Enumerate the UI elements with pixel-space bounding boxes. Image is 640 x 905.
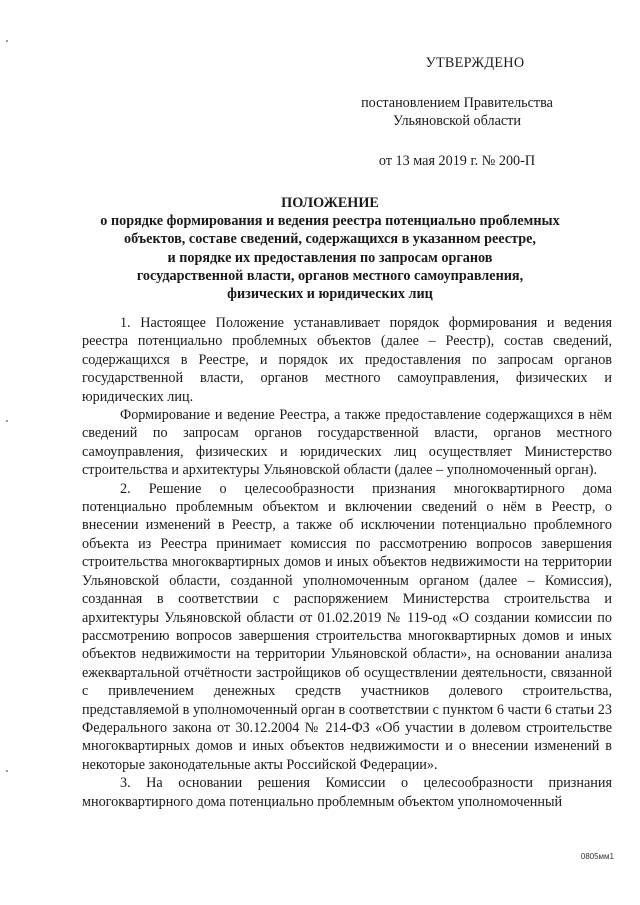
footer-code: 0805мм1 <box>580 852 614 861</box>
paragraph-3: 2. Решение о целесообразности признания многоквартирного дома потенциально проблемным объектом и включении сведений о нём в Реестр, о внесении изменений в Реестр, а также об исключении потенциально проблемного объекта из Реестра принимает комиссия по рассмотрению вопросов завершения строительства многоквартирных домов и иных объектов недвижимости на территории Ульяновской области, созданной уполномоченным органом (далее – Комиссия), созданная в соответствии с распоряжением Министерства строительства и архитектуры Ульяновской области от 01.02.2019 № 119-од «О создании комиссии по рассмотрению вопросов завершения строительства многоквартирных домов и иных объектов недвижимости на территории Ульяновской области», на основании анализа ежеквартальной отчётности застройщиков об осуществлении деятельности, связанной с привлечением денежных средств участников долевого строительства, представляемой в уполномоченный орган в соответствии с пунктом 6 части 6 статьи 23 Федерального закона от 30.12.2004 № 214-ФЗ «Об участии в долевом строительстве многоквартирных домов и иных объектов недвижимости и о внесении изменений в некоторые законодательные акты Российской Федерации». <box>82 480 612 773</box>
document-body <box>82 314 612 811</box>
document-title <box>60 194 600 303</box>
paragraph-2: Формирование и ведение Реестра, а также предоставление содержащихся в нём сведений по запросам органов государственной власти, органов местного самоуправления, физических и юридических лиц осуществляет Министерство строительства и архитектуры Ульяновской области (далее – уполномоченный орган). <box>82 407 612 479</box>
paragraph-1: 1. Настоящее Положение устанавливает порядок формирования и ведения реестра потенциально проблемных объектов (далее – Реестр), состав сведений, содержащихся в Реестре, и порядок их предоставления по запросам органов государственной власти, органов местного самоуправления, физических и юридических лиц. <box>82 315 612 405</box>
paragraph-4: 3. На основании решения Комиссии о целесообразности признания многоквартирного дома потенциально проблемным объектом уполномоченный <box>82 775 612 810</box>
title-line-1: ПОЛОЖЕНИЕ <box>281 195 379 211</box>
approval-line-1: постановлением Правительства <box>361 95 553 111</box>
title-line-4: и порядке их предоставления по запросам органов <box>167 249 493 266</box>
approval-block <box>332 54 582 170</box>
title-line-6: физических и юридических лиц <box>227 286 433 303</box>
scan-mark <box>6 40 8 42</box>
title-line-5: государственной власти, органов местного самоуправления, <box>136 267 524 284</box>
title-line-2: о порядке формирования и ведения реестра потенциально проблемных <box>100 213 560 230</box>
approval-stamp: УТВЕРЖДЕНО <box>425 55 525 71</box>
title-line-3: объектов, составе сведений, содержащихся в указанном реестре, <box>124 231 536 248</box>
scan-mark <box>6 420 8 422</box>
scan-mark <box>6 770 8 772</box>
approval-date: от 13 мая 2019 г. № 200-П <box>378 153 536 169</box>
approval-line-2: Ульяновской области <box>393 113 521 129</box>
